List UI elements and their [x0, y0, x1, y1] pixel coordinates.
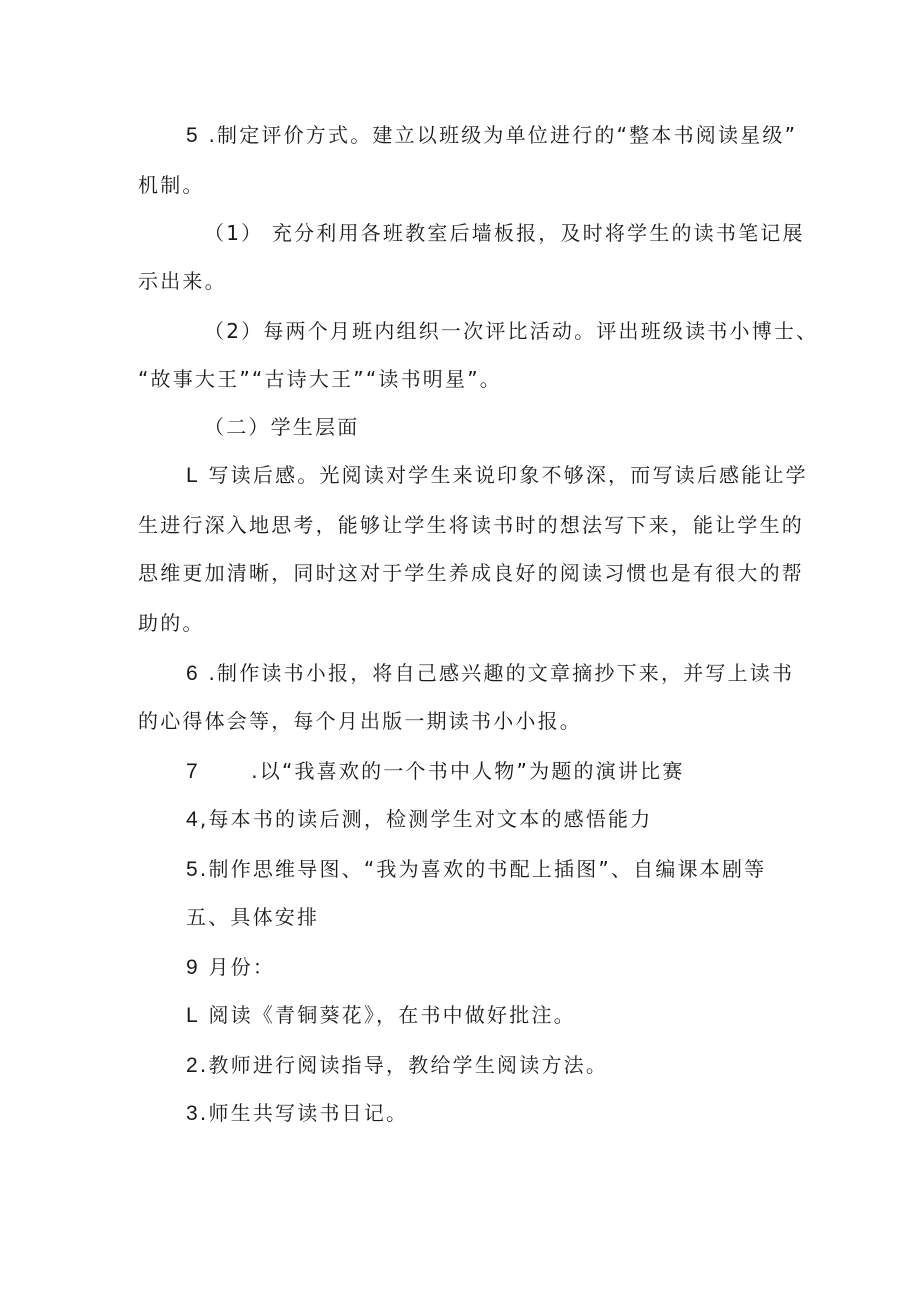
item-number: 6: [186, 662, 200, 685]
item-number: 4: [186, 808, 200, 831]
line-text: .师生共写读书日记。: [199, 1101, 409, 1125]
line-text: .制作思维导图、“我为喜欢的书配上插图”、自编课本剧等: [199, 857, 767, 881]
paragraph-line: [138, 512, 804, 538]
section-heading: [204, 414, 359, 440]
item-number: 9: [186, 956, 200, 979]
item-number: 7: [186, 760, 200, 783]
line-text: 助的。: [138, 611, 205, 635]
paragraph-line: [204, 220, 805, 246]
line-text: .制定评价方式。建立以班级为单位进行的“整本书阅读星级”: [199, 123, 798, 147]
paragraph-line: [138, 172, 205, 198]
paragraph-line: [186, 122, 797, 149]
paragraph-line: [186, 462, 808, 489]
line-text: .教师进行阅读指导，教给学生阅读方法。: [199, 1053, 609, 1077]
line-text: （1） 充分利用各班教室后墙板报，及时将学生的读书笔记展: [204, 221, 805, 245]
paragraph-line: [186, 758, 685, 785]
line-text: 机制。: [138, 173, 205, 197]
item-number: L: [186, 1004, 200, 1027]
line-text: 示出来。: [138, 269, 227, 293]
line-text: .制作读书小报，将自己感兴趣的文章摘抄下来，并写上读书: [199, 661, 795, 685]
item-number: 5: [186, 858, 200, 881]
paragraph-line: [138, 708, 582, 734]
paragraph-line: [186, 1002, 576, 1029]
paragraph-line: [186, 856, 766, 883]
line-text: .以“我喜欢的一个书中人物”为题的演讲比赛: [199, 759, 685, 783]
line-text: （2）每两个月班内组织一次评比活动。评出班级读书小博士、: [204, 319, 819, 343]
line-text: 五、具体安排: [186, 905, 320, 929]
item-number: 2: [186, 1054, 200, 1077]
item-number: 3: [186, 1102, 200, 1125]
paragraph-line: [186, 1052, 608, 1079]
line-text: 月份：: [199, 955, 276, 979]
line-text: ,每本书的读后测，检测学生对文本的感悟能力: [199, 807, 653, 831]
line-text: 思维更加清晰，同时这对于学生养成良好的阅读习惯也是有很大的帮: [138, 561, 804, 585]
paragraph-line: [204, 318, 818, 344]
paragraph-line: [138, 610, 205, 636]
paragraph-line: [138, 560, 804, 586]
line-text: （二）学生层面: [204, 415, 360, 439]
item-number: L: [186, 464, 200, 487]
section-heading: [186, 904, 319, 930]
line-text: 生进行深入地思考，能够让学生将读书时的想法写下来，能让学生的: [138, 513, 804, 537]
item-number: 5: [186, 124, 200, 147]
line-text: “故事大王”“古诗大王”“读书明星”。: [138, 367, 502, 391]
paragraph-line: [186, 806, 652, 833]
paragraph-line: [186, 1100, 408, 1127]
line-text: 阅读《青铜葵花》，在书中做好批注。: [199, 1003, 576, 1027]
paragraph-line: [186, 954, 275, 981]
paragraph-line: [138, 268, 227, 294]
paragraph-line: [186, 660, 794, 687]
line-text: 的心得体会等，每个月出版一期读书小小报。: [138, 709, 582, 733]
paragraph-line: [138, 366, 502, 392]
line-text: 写读后感。光阅读对学生来说印象不够深，而写读后感能让学: [199, 463, 808, 487]
